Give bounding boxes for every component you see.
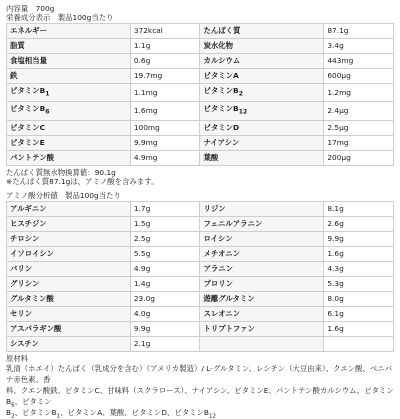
nutrient-value: 8.0g [324, 291, 394, 306]
nutrient-value: 17mg [324, 135, 394, 150]
table-row [7, 246, 394, 261]
raw-materials-heading: 原材料 [6, 353, 29, 363]
table-row [7, 135, 394, 150]
raw-materials-line [6, 385, 394, 407]
note-amino-acid: ※たんぱく質87.1gは、アミノ酸を含みます。 [6, 176, 159, 186]
nutrient-value: 0.6g [130, 54, 200, 69]
table-row [7, 321, 394, 336]
nutrient-name: アスパラギン酸 [7, 321, 131, 336]
nutrient-subscript: 2 [238, 90, 243, 98]
note-anhydrous: たんぱく質無水物換算値：90.1g [6, 167, 116, 177]
nutrition-heading: 栄養成分表示 製品100g当たり [6, 13, 114, 22]
nutrient-value: 5.3g [324, 276, 394, 291]
nutrient-name: 葉酸 [200, 150, 324, 165]
table-row [7, 120, 394, 135]
nutrient-name: 遊離グルタミン [200, 291, 324, 306]
table-row [7, 336, 394, 351]
nutrient-name-text: ビタミンB [203, 86, 239, 95]
table-row [7, 39, 394, 54]
raw-subscript: 2 [11, 413, 15, 419]
nutrient-name [200, 102, 324, 120]
nutrient-name: カルシウム [200, 54, 324, 69]
nutrient-name: グルタミン酸 [7, 291, 131, 306]
nutrient-value: 2.5g [130, 231, 200, 246]
nutrient-value: 1.6g [324, 321, 394, 336]
table-row [7, 102, 394, 120]
nutrient-name: ビタミンE [7, 135, 131, 150]
nutrient-name: バリン [7, 261, 131, 276]
nutrient-name: ナイアシン [200, 135, 324, 150]
raw-subscript: 6 [11, 402, 15, 409]
nutrient-name: 食塩相当量 [7, 54, 131, 69]
raw-subscript: 12 [208, 413, 216, 419]
nutrient-name: アルギニン [7, 201, 131, 216]
nutrient-name [200, 84, 324, 102]
raw-text-segment: B [6, 407, 12, 417]
nutrient-value: 4.9mg [130, 150, 200, 165]
table-row [7, 69, 394, 84]
raw-text-segment: 、ビタミンB [14, 407, 57, 417]
nutrient-name [7, 102, 131, 120]
nutrient-value: 372kcal [130, 24, 200, 39]
nutrient-name: ビタミンD [200, 120, 324, 135]
table-row [7, 216, 394, 231]
nutrient-value: 443mg [324, 54, 394, 69]
nutrient-value: 4.3g [324, 261, 394, 276]
nutrient-name: グリシン [7, 276, 131, 291]
raw-materials-line [6, 363, 394, 385]
nutrient-value: 1.4g [130, 276, 200, 291]
nutrient-value: 2.4μg [324, 102, 394, 120]
nutrient-name: フェニルアラニン [200, 216, 324, 231]
nutrient-value: 1.7g [130, 201, 200, 216]
nutrient-value: 19.7mg [130, 69, 200, 84]
amino-acid-table [6, 201, 394, 352]
nutrient-name: ロイシン [200, 231, 324, 246]
nutrient-value: 9.9g [130, 321, 200, 336]
nutrient-name-text: ビタミンB [10, 86, 46, 95]
nutrient-name: トリプトファン [200, 321, 324, 336]
nutrient-value: 3.4g [324, 39, 394, 54]
nutrient-name: 鉄 [7, 69, 131, 84]
nutrient-name: 脂質 [7, 39, 131, 54]
table-row [7, 276, 394, 291]
nutrient-name [7, 84, 131, 102]
raw-text-segment: 、ビタミン [14, 396, 52, 406]
nutrient-name: パントテン酸 [7, 150, 131, 165]
nutrient-name: リジン [200, 201, 324, 216]
nutrient-value: 100mg [130, 120, 200, 135]
nutrient-name-text: ビタミンB [203, 104, 239, 114]
nutrient-subscript: 6 [45, 108, 50, 116]
nutrient-name: ビタミンA [200, 69, 324, 84]
table-row [7, 54, 394, 69]
nutrient-value: 1.1mg [130, 84, 200, 102]
nutrient-name: シスチン [7, 336, 131, 351]
nutrient-name: メチオニン [200, 246, 324, 261]
raw-text-segment: 料、クエン酸鉄、ビタミンC、甘味料（スクラロース）、ナイアシン、ビタミンE、パントテン酸カルシウム、ビタミンB [6, 385, 394, 406]
nutrient-value: 1.6g [324, 246, 394, 261]
nutrient-name: スレオニン [200, 306, 324, 321]
nutrient-value: 8.1g [324, 201, 394, 216]
nutrient-value: 2.5μg [324, 120, 394, 135]
nutrient-name: エネルギー [7, 24, 131, 39]
nutrient-subscript: 1 [45, 90, 50, 98]
nutrient-name: たんぱく質 [200, 24, 324, 39]
nutrient-name: ビタミンC [7, 120, 131, 135]
table-row [7, 306, 394, 321]
spec-sheet [6, 4, 394, 418]
nutrient-value: 4.9g [130, 261, 200, 276]
nutrient-value: 9.9g [324, 231, 394, 246]
content-amount: 内容量 700g [6, 4, 55, 13]
raw-materials-text [6, 363, 394, 418]
raw-text-segment: 乳清（ホエイ）たんぱく（乳成分を含む）（アメリカ製造）/ L-グルタミン、レシチン（大豆由来）、クエン酸、ベニバナ赤色素、香 [6, 363, 393, 384]
table-row [7, 84, 394, 102]
table-row [7, 201, 394, 216]
table-row [7, 231, 394, 246]
nutrient-name: アラニン [200, 261, 324, 276]
nutrient-name: イソロイシン [7, 246, 131, 261]
nutrient-name: チロシン [7, 231, 131, 246]
table-row [7, 24, 394, 39]
nutrient-name: ヒスチジン [7, 216, 131, 231]
nutrient-name [200, 336, 324, 351]
table-row [7, 150, 394, 165]
amino-heading: アミノ酸分析値 製品100g当たり [6, 190, 121, 200]
nutrient-value: 23.0g [130, 291, 200, 306]
nutrient-value: 87.1g [324, 24, 394, 39]
nutrient-value: 4.0g [130, 306, 200, 321]
nutrient-value: 600μg [324, 69, 394, 84]
nutrient-value: 9.9mg [130, 135, 200, 150]
table-row [7, 291, 394, 306]
nutrient-value: 1.5g [130, 216, 200, 231]
nutrient-value: 200μg [324, 150, 394, 165]
nutrient-value: 1.6mg [130, 102, 200, 120]
raw-text-segment: 、ビタミンA、葉酸、ビタミンD、ビタミンB [60, 407, 209, 417]
nutrient-name: 炭水化物 [200, 39, 324, 54]
nutrient-value: 5.5g [130, 246, 200, 261]
nutrient-value: 6.1g [324, 306, 394, 321]
nutrition-table [6, 23, 394, 166]
nutrient-name: プロリン [200, 276, 324, 291]
nutrient-value: 2.6g [324, 216, 394, 231]
raw-materials-line [6, 407, 394, 418]
nutrient-name-text: ビタミンB [10, 104, 46, 114]
nutrient-subscript: 12 [238, 108, 248, 116]
table-row [7, 261, 394, 276]
nutrient-value: 1.1g [130, 39, 200, 54]
nutrient-value: 1.2mg [324, 84, 394, 102]
nutrient-name: セリン [7, 306, 131, 321]
nutrient-value: 2.1g [130, 336, 200, 351]
raw-subscript: 1 [56, 413, 61, 419]
nutrient-value [324, 336, 394, 351]
